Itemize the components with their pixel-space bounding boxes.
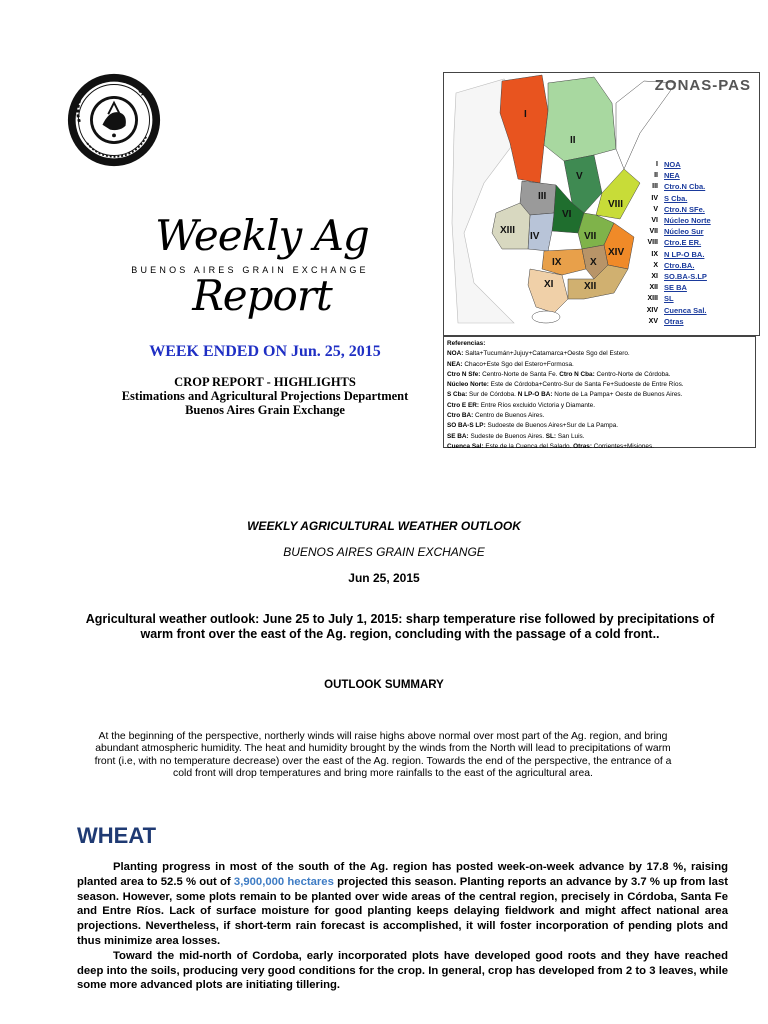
reference-line: Ctro E ER: Entre Ríos excluido Victoria y Diamante. [447, 401, 595, 409]
region-label-xii: XII [584, 281, 597, 292]
outlook-exchange: BUENOS AIRES GRAIN EXCHANGE [283, 545, 485, 559]
references-title: Referencias: [447, 340, 486, 347]
zone-legend-item [634, 293, 754, 304]
reference-line: NEA: Chaco+Este Sgo del Estero+Formosa. [447, 360, 574, 368]
wheat-paragraph-1: Planting progress in most of the south of the Ag. region has posted week-on-week advance by 17.8 %, raising planted area to 52.5 % out of 3,900,000 hectares projected this season. Planting reports an advance by 3.7 % up from last season. However, some plots remain to be planted over wide areas of the central region, precisely in Córdoba, Santa Fe and Entre Ríos. Lack of surface moisture for good planting keeps delaying fieldwork and might affect national area projections. Nevertheless, if short-term rain forecast is accomplished, it will foster incorporation of pending plots and thus minimize area losses. [77, 861, 728, 947]
outlook-section-title: WEEKLY AGRICULTURAL WEATHER OUTLOOK [247, 519, 521, 533]
report-title: Weekly Ag Report [155, 211, 369, 320]
region-label-vii: VII [584, 231, 597, 242]
zone-legend-item [634, 226, 754, 237]
zone-number: II [654, 172, 658, 180]
zone-legend-item [634, 237, 754, 248]
zone-legend-item [634, 204, 754, 215]
region-label-iv: IV [530, 231, 540, 242]
zone-link[interactable]: NOA [664, 160, 681, 170]
zone-number: VIII [647, 239, 658, 247]
reference-line: SE BA: Sudeste de Buenos Aires. SL: San Luis. [447, 432, 585, 440]
report-subtitle: BUENOS AIRES GRAIN EXCHANGE [131, 265, 369, 275]
zone-link[interactable]: Núcleo Norte [664, 216, 711, 226]
planted-hectares-highlight: 3,900,000 hectares [233, 875, 334, 888]
zone-number: IV [651, 194, 658, 202]
zone-legend-item [634, 304, 754, 315]
zone-link[interactable]: NEA [664, 171, 680, 181]
map-title: ZONAS-PAS [654, 77, 751, 94]
outlook-date: Jun 25, 2015 [348, 571, 420, 585]
region-label-ii: II [570, 135, 576, 146]
zone-link[interactable]: Ctro.N SFe. [664, 204, 705, 214]
crop-report-line1: CROP REPORT - HIGHLIGHTS [174, 375, 356, 389]
crop-report-line2: Estimations and Agricultural Projections Department [121, 389, 409, 403]
zone-link[interactable]: Ctro.BA. [664, 260, 695, 270]
zone-link[interactable]: Otras [664, 316, 684, 326]
wheat-heading: WHEAT [77, 823, 157, 848]
wheat-paragraph-2: Toward the mid-north of Cordoba, early incorporated plots have developed good roots and they have reached deep into the soils, producing very good conditions for the crop. In general, crop has developed from 2 to 3 leaves, while some more advanced plots are initiating tillering. [77, 949, 728, 992]
zone-legend-item [634, 271, 754, 282]
region-label-i: I [524, 109, 527, 120]
zone-number: VII [649, 228, 658, 236]
zone-link[interactable]: S Cba. [664, 193, 688, 203]
zone-link[interactable]: SE BA [664, 283, 687, 293]
zone-legend-item [634, 170, 754, 181]
zone-legend-item [634, 215, 754, 226]
region-label-v: V [576, 171, 583, 182]
zone-number: IX [651, 250, 658, 258]
region-label-viii: VIII [608, 199, 624, 210]
zone-number: XII [649, 284, 658, 292]
reference-line: SO BA-S LP: Sudoeste de Buenos Aires+Sur de La Pampa. [447, 422, 619, 430]
zone-link[interactable]: Ctro.N Cba. [664, 182, 706, 192]
region-label-xiii: XIII [500, 225, 516, 236]
region-label-iii: III [538, 191, 547, 202]
zone-link[interactable]: Núcleo Sur [664, 227, 704, 237]
zone-legend-item [634, 316, 754, 327]
reference-line: NOA: Salta+Tucumán+Jujuy+Catamarca+Oeste Sgo del Estero. [447, 350, 630, 358]
outlook-headline: Agricultural weather outlook: June 25 to July 1, 2015: sharp temperature rise followed by precipitations of warm front over the east of the Ag. region, concluding with the passage of a cold front.. [85, 612, 715, 641]
crop-report-line3: Buenos Aires Grain Exchange [185, 403, 345, 417]
zone-legend-item [634, 249, 754, 260]
outlook-summary-title: OUTLOOK SUMMARY [324, 679, 444, 691]
zone-legend-item [634, 159, 754, 170]
zone-link[interactable]: Ctro.E ER. [664, 238, 702, 248]
reference-line: Ctro N Sfe: Centro-Norte de Santa Fe. Ctro N Cba: Centro-Norte de Córdoba. [447, 370, 671, 378]
reference-line: Ctro BA: Centro de Buenos Aires. [447, 412, 545, 420]
zone-number: V [653, 205, 658, 213]
zone-legend-item [634, 193, 754, 204]
region-label-xi: XI [544, 279, 554, 290]
zone-link[interactable]: SL [664, 294, 674, 304]
zone-number: VI [651, 217, 658, 225]
zone-number: XV [648, 317, 658, 325]
zone-number: XI [651, 272, 658, 280]
reference-line: Cuenca Sal: Este de la Cuenca del Salado. Otras: Corrientes+Misiones. [447, 442, 654, 450]
wheat-body [77, 860, 728, 993]
zone-number: III [652, 183, 658, 191]
references-list [447, 349, 752, 452]
zone-legend-item [634, 282, 754, 293]
zone-number: I [656, 161, 658, 169]
week-ended-heading: WEEK ENDED ON Jun. 25, 2015 [149, 343, 381, 360]
zones-map-panel [443, 72, 760, 336]
bolsa-de-cereales-seal-logo [66, 72, 162, 168]
region-label-ix: IX [552, 257, 562, 268]
zone-legend [634, 159, 754, 327]
zone-legend-item [634, 181, 754, 192]
reference-line: S Cba: Sur de Córdoba. N LP-O BA: Norte de La Pampa+ Oeste de Buenos Aires. [447, 391, 683, 399]
crop-report-block [90, 375, 440, 417]
zone-legend-item [634, 260, 754, 271]
zone-number: XIV [646, 306, 658, 314]
zone-link[interactable]: N LP-O BA. [664, 249, 705, 259]
zone-number: X [653, 261, 658, 269]
reference-line: Núcleo Norte: Este de Córdoba+Centro-Sur de Santa Fe+Sudoeste de Entre Ríos. [447, 381, 684, 389]
zone-number: XIII [647, 295, 658, 303]
outlook-summary-text: At the beginning of the perspective, northerly winds will raise highs above normal over most part of the Ag. region, and bring abundant atmospheric humidity. The heat and humidity brought by the winds from the North will lead to precipitations of warm front (i.e, with no temperature decrease) over the east of the Ag. region. Towards the end of the perspective, the entrance of a cold front will drop temperatures and bring more rainfalls to the east of the agricultural area. [94, 731, 672, 780]
references-panel [443, 336, 756, 448]
region-label-x: X [590, 257, 597, 268]
zone-link[interactable]: Cuenca Sal. [664, 305, 707, 315]
zone-link[interactable]: SO.BA-S.LP [664, 271, 707, 281]
region-label-xiv: XIV [608, 247, 625, 258]
region-label-vi: VI [562, 209, 572, 220]
